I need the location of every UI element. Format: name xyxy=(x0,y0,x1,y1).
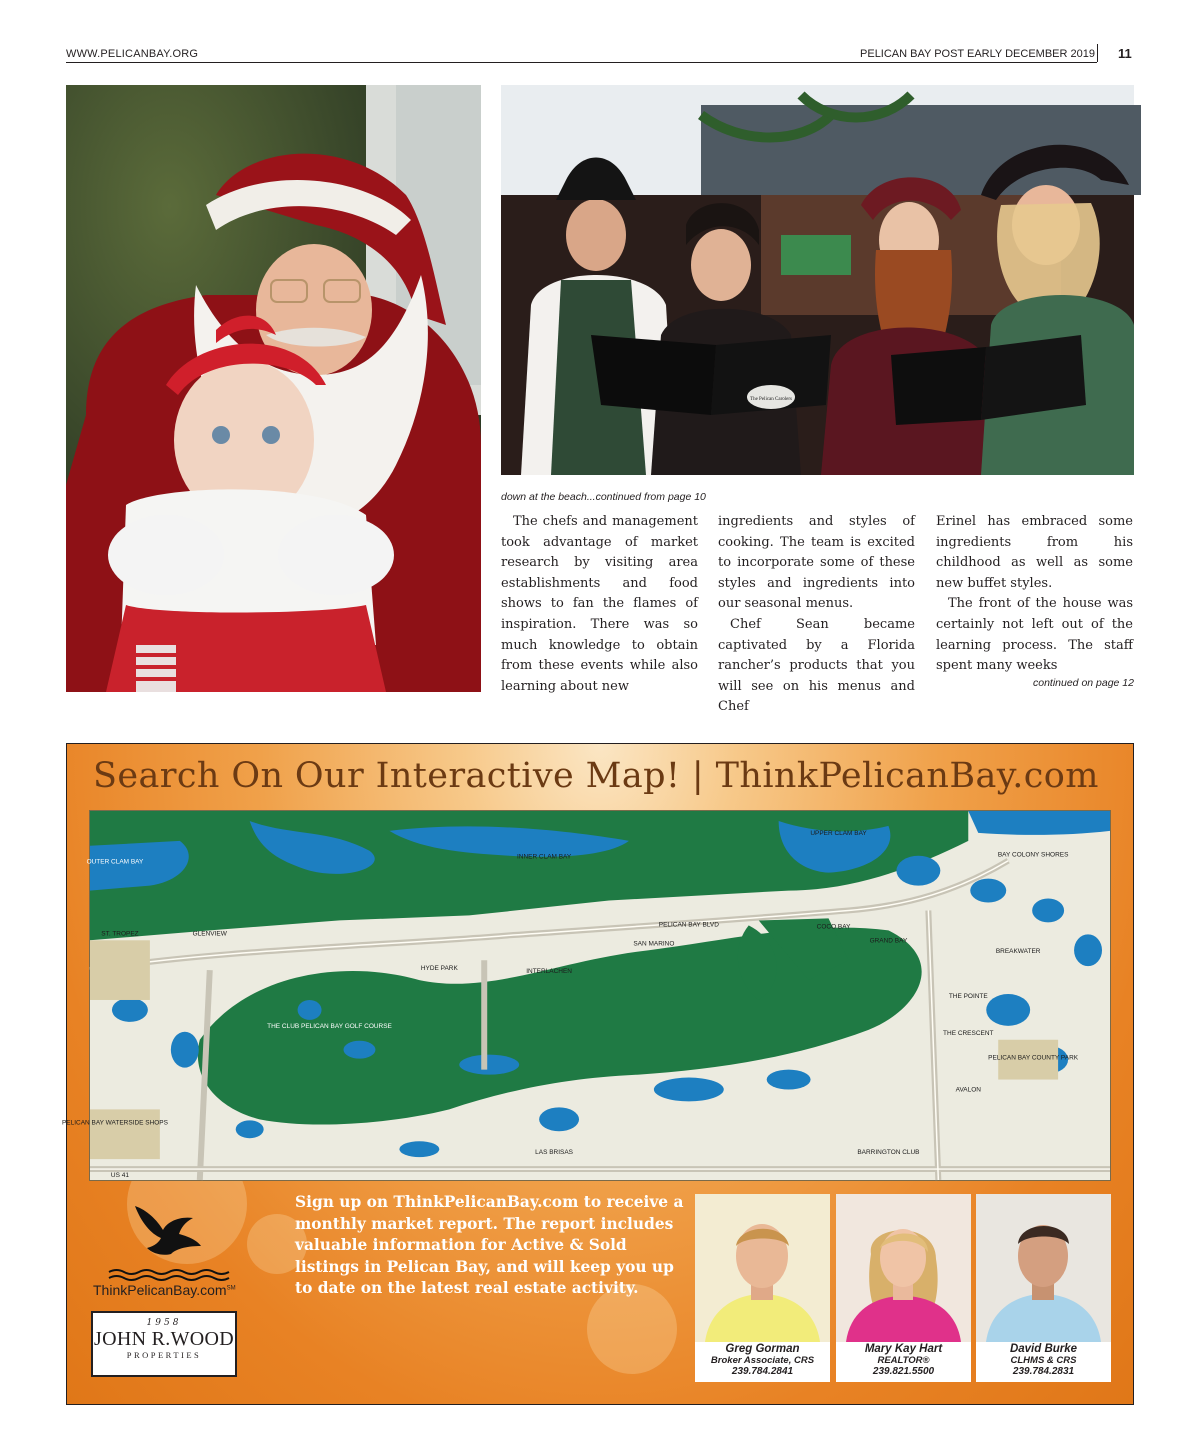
map-label: AVALON xyxy=(955,1086,981,1094)
agent-name: David Burke xyxy=(1009,1343,1078,1355)
agent-phone: 239.784.2841 xyxy=(731,1366,794,1377)
article-paragraph: Chef Sean became captivated by a Florida rancher’s products that you will see on his menus and Chef xyxy=(718,616,915,715)
brokerage-name: JOHN R.WOOD xyxy=(94,1328,234,1350)
agent-photo xyxy=(836,1194,971,1342)
map-label: THE CLUB PELICAN BAY GOLF COURSE xyxy=(267,1022,392,1030)
map-label: SAN MARINO xyxy=(633,940,675,948)
think-pelican-bay-logo xyxy=(87,1196,247,1298)
agent-card xyxy=(695,1194,830,1382)
site-url: WWW.PELICANBAY.ORG xyxy=(66,48,199,60)
jump-from-line: down at the beach...continued from page 10 xyxy=(501,491,706,503)
header-rule xyxy=(66,62,1097,63)
map-label: PELICAN BAY BLVD xyxy=(658,921,719,929)
map-label: US 41 xyxy=(110,1172,129,1180)
article-paragraph: Erinel has embraced some ingredients from his childhood as well as some new buffet styles. xyxy=(936,514,1133,591)
map-label: PELICAN BAY WATERSIDE SHOPS xyxy=(61,1119,168,1127)
agent-role: REALTOR® xyxy=(877,1355,930,1366)
article-column-3 xyxy=(936,512,1133,677)
waves-icon xyxy=(109,1268,229,1282)
map-label: GRAND BAY xyxy=(869,937,908,945)
brokerage-logo xyxy=(91,1311,237,1377)
pelican-icon xyxy=(127,1196,207,1268)
map-label: OUTER CLAM BAY xyxy=(86,858,144,866)
map-label: ST. TROPEZ xyxy=(101,930,139,938)
map-label: HYDE PARK xyxy=(420,965,458,973)
article-paragraph: The chefs and management took advantage of market research by visiting area establishments and food shows to fan the flames of inspiration. There was so much knowledge to obtain from these events while also learning about new xyxy=(501,514,698,694)
map-label: GLENVIEW xyxy=(192,930,227,938)
agent-card xyxy=(976,1194,1111,1382)
carolers-photo xyxy=(501,85,1134,475)
map-label: INTERLACHEN xyxy=(526,968,572,976)
pelican-bay-map[interactable] xyxy=(61,810,1111,1181)
map-label: THE CRESCENT xyxy=(943,1029,994,1037)
map-label: BAY COLONY SHORES xyxy=(997,851,1069,859)
article-column-2 xyxy=(718,512,915,718)
brokerage-subtitle: PROPERTIES xyxy=(126,1350,202,1360)
map-label: INNER CLAM BAY xyxy=(516,853,572,861)
agent-card xyxy=(836,1194,971,1382)
brokerage-year: 1958 xyxy=(146,1318,182,1328)
agent-photo xyxy=(976,1194,1111,1342)
ad-signup-copy: Sign up on ThinkPelicanBay.com to receive a monthly market report. The report includes valuable information for Active & Sold listings in Pelican Bay, and will keep you up to date on the latest real estate activity. xyxy=(295,1193,684,1298)
agent-name: Greg Gorman xyxy=(725,1343,800,1355)
map-label: UPPER CLAM BAY xyxy=(810,829,867,837)
article-column-1 xyxy=(501,512,698,697)
santa-photo xyxy=(66,85,481,692)
header-separator xyxy=(1097,44,1098,62)
agent-role: CLHMS & CRS xyxy=(1010,1355,1077,1366)
real-estate-ad xyxy=(61,743,1134,1405)
logo-trademark: SM xyxy=(226,1285,236,1292)
map-label: PELICAN BAY COUNTY PARK xyxy=(988,1054,1079,1062)
map-label: THE POINTE xyxy=(948,992,988,1000)
ad-title: Search On Our Interactive Map! | ThinkPelicanBay.com xyxy=(93,756,1099,796)
map-label: BARRINGTON CLUB xyxy=(857,1149,920,1157)
page-number: 11 xyxy=(1118,46,1132,61)
map-label: BREAKWATER xyxy=(995,948,1041,956)
agent-name: Mary Kay Hart xyxy=(864,1343,943,1355)
agent-phone: 239.821.5500 xyxy=(872,1366,935,1377)
map-label: COCO BAY xyxy=(816,923,851,931)
map-label: LAS BRISAS xyxy=(535,1149,574,1157)
publication-title: PELICAN BAY POST EARLY DECEMBER 2019 xyxy=(860,48,1095,60)
agent-photo xyxy=(695,1194,830,1342)
article-paragraph: The front of the house was certainly not left out of the learning process. The staff spent many weeks xyxy=(936,596,1133,674)
jump-to-line: continued on page 12 xyxy=(1032,677,1134,689)
caroler-book-text: The Pelican Carolers xyxy=(750,397,792,402)
agent-phone: 239.784.2831 xyxy=(1012,1366,1075,1377)
logo-wordmark: ThinkPelicanBay.com xyxy=(93,1282,227,1298)
article-paragraph: ingredients and styles of cooking. The team is excited to incorporate some of these styles and ingredients into our seasonal menus. xyxy=(718,514,915,612)
agent-role: Broker Associate, CRS xyxy=(710,1355,815,1366)
